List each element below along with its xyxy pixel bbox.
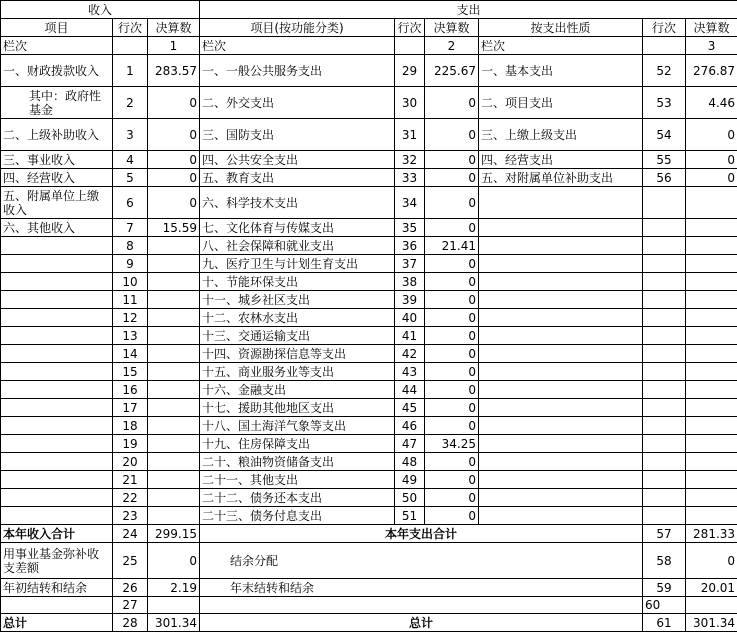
col-header-line-no: 行次: [113, 19, 148, 37]
function-amount: 0: [425, 507, 479, 525]
income-amount: 283.57: [148, 55, 200, 87]
income-line-no: 18: [113, 417, 148, 435]
income-line-no: 9: [113, 255, 148, 273]
end-no: 59: [643, 579, 686, 597]
col-header-amount: 决算数: [148, 19, 200, 37]
function-item-label: 六、科学技术支出: [200, 187, 395, 219]
function-line-no: 50: [395, 489, 425, 507]
income-item-label: [1, 363, 113, 381]
function-line-no: 38: [395, 273, 425, 291]
income-line-no: 12: [113, 309, 148, 327]
nature-amount: [686, 507, 737, 525]
function-amount: 225.67: [425, 55, 479, 87]
nature-item-label: [479, 187, 643, 219]
income-line-no: 23: [113, 507, 148, 525]
col-header-line-no: 行次: [395, 19, 425, 37]
table-row: [1, 381, 737, 399]
function-line-no: 33: [395, 169, 425, 187]
income-item-label: [1, 471, 113, 489]
function-item-label: 十九、住房保障支出: [200, 435, 395, 453]
col-index-3: 3: [686, 37, 737, 55]
function-line-no: 29: [395, 55, 425, 87]
begin-no: 26: [113, 579, 148, 597]
income-total-amount: 299.15: [148, 525, 200, 543]
function-amount: 0: [425, 219, 479, 237]
income-line-no: 3: [113, 119, 148, 151]
function-amount: 0: [425, 119, 479, 151]
income-amount: [148, 453, 200, 471]
income-item-label: [1, 489, 113, 507]
income-amount: [148, 309, 200, 327]
nature-item-label: [479, 453, 643, 471]
lanci-label: 栏次: [479, 37, 643, 55]
function-amount: 0: [425, 309, 479, 327]
table-row: [1, 435, 737, 453]
begin-amount: 2.19: [148, 579, 200, 597]
nature-line-no: 53: [643, 87, 686, 119]
function-amount: 0: [425, 273, 479, 291]
function-line-no: 42: [395, 345, 425, 363]
function-item-label: 二十、粮油物资储备支出: [200, 453, 395, 471]
income-item-label: [1, 345, 113, 363]
nature-line-no: [643, 453, 686, 471]
income-line-no: 19: [113, 435, 148, 453]
income-amount: [148, 417, 200, 435]
income-line-no: 22: [113, 489, 148, 507]
income-amount: 0: [148, 151, 200, 169]
income-item-label: [1, 327, 113, 345]
nature-item-label: 一、基本支出: [479, 55, 643, 87]
nature-line-no: [643, 363, 686, 381]
income-line-no: 11: [113, 291, 148, 309]
nature-item-label: [479, 255, 643, 273]
income-line-no: 17: [113, 399, 148, 417]
income-item-label: 二、上级补助收入: [1, 119, 113, 151]
nature-item-label: 五、对附属单位补助支出: [479, 169, 643, 187]
function-amount: 0: [425, 87, 479, 119]
income-line-no: 15: [113, 363, 148, 381]
blank-line-no-left: 27: [113, 597, 148, 614]
income-item-label: [1, 435, 113, 453]
income-item-label: [1, 291, 113, 309]
nature-item-label: 三、上缴上级支出: [479, 119, 643, 151]
income-item-label: [1, 399, 113, 417]
nature-item-label: [479, 327, 643, 345]
nature-line-no: [643, 219, 686, 237]
function-line-no: 49: [395, 471, 425, 489]
nature-line-no: [643, 507, 686, 525]
income-item-label: [1, 507, 113, 525]
table-row: [1, 363, 737, 381]
col-header-item: 项目: [1, 19, 113, 37]
blank-line-no-right: 60: [643, 597, 686, 614]
function-amount: 0: [425, 345, 479, 363]
function-line-no: 30: [395, 87, 425, 119]
income-line-no: 10: [113, 273, 148, 291]
nature-amount: [686, 291, 737, 309]
nature-line-no: [643, 417, 686, 435]
blank-cell: [643, 37, 686, 55]
income-line-no: 21: [113, 471, 148, 489]
nature-item-label: [479, 291, 643, 309]
nature-item-label: [479, 219, 643, 237]
nature-item-label: [479, 417, 643, 435]
nature-item-label: [479, 309, 643, 327]
income-amount: [148, 291, 200, 309]
nature-line-no: [643, 345, 686, 363]
income-amount: 0: [148, 169, 200, 187]
income-total-label: 本年收入合计: [1, 525, 113, 543]
col-header-item-by-function: 项目(按功能分类): [200, 19, 395, 37]
blank-cell: [686, 597, 737, 614]
col-header-amount: 决算数: [425, 19, 479, 37]
nature-amount: [686, 327, 737, 345]
income-line-no: 2: [113, 87, 148, 119]
nature-item-label: 二、项目支出: [479, 87, 643, 119]
income-total-no: 24: [113, 525, 148, 543]
income-header: 收入: [1, 1, 200, 19]
income-line-no: 6: [113, 187, 148, 219]
nature-amount: 276.87: [686, 55, 737, 87]
income-item-label: 四、经营收入: [1, 169, 113, 187]
table-row: [1, 291, 737, 309]
col-header-line-no: 行次: [643, 19, 686, 37]
grand-total-amount-left: 301.34: [148, 614, 200, 632]
grand-total-label-left: 总计: [1, 614, 113, 632]
income-item-label: [1, 273, 113, 291]
col-index-1: 1: [148, 37, 200, 55]
function-item-label: 十六、金融支出: [200, 381, 395, 399]
fund-label: 用事业基金弥补收支差额: [1, 543, 113, 579]
table-row: [1, 399, 737, 417]
nature-amount: [686, 187, 737, 219]
income-item-label: 三、事业收入: [1, 151, 113, 169]
nature-line-no: 56: [643, 169, 686, 187]
income-amount: [148, 399, 200, 417]
nature-item-label: [479, 273, 643, 291]
nature-line-no: [643, 309, 686, 327]
income-amount: [148, 327, 200, 345]
income-line-no: 8: [113, 237, 148, 255]
function-item-label: 十八、国土海洋气象等支出: [200, 417, 395, 435]
grand-total-no-left: 28: [113, 614, 148, 632]
income-line-no: 4: [113, 151, 148, 169]
nature-line-no: [643, 381, 686, 399]
function-item-label: 七、文化体育与传媒支出: [200, 219, 395, 237]
blank-cell: [148, 597, 200, 614]
nature-amount: [686, 381, 737, 399]
blank-cell: [1, 597, 113, 614]
function-amount: 0: [425, 381, 479, 399]
table-row: [1, 453, 737, 471]
income-item-label: 一、财政拨款收入: [1, 55, 113, 87]
income-amount: 0: [148, 187, 200, 219]
nature-line-no: 55: [643, 151, 686, 169]
nature-amount: [686, 345, 737, 363]
function-item-label: 二、外交支出: [200, 87, 395, 119]
function-item-label: 十五、商业服务业等支出: [200, 363, 395, 381]
table-row: [1, 309, 737, 327]
blank-cell: [395, 37, 425, 55]
lanci-label: 栏次: [200, 37, 395, 55]
function-line-no: 36: [395, 237, 425, 255]
income-item-label: [1, 237, 113, 255]
nature-item-label: [479, 237, 643, 255]
function-amount: 0: [425, 489, 479, 507]
surplus-no: 58: [643, 543, 686, 579]
income-line-no: 7: [113, 219, 148, 237]
nature-line-no: [643, 255, 686, 273]
col-index-2: 2: [425, 37, 479, 55]
table-row: [1, 489, 737, 507]
income-amount: [148, 255, 200, 273]
function-item-label: 二十一、其他支出: [200, 471, 395, 489]
income-amount: 0: [148, 119, 200, 151]
income-line-no: 20: [113, 453, 148, 471]
function-amount: 21.41: [425, 237, 479, 255]
fund-amount: 0: [148, 543, 200, 579]
function-line-no: 37: [395, 255, 425, 273]
nature-amount: [686, 273, 737, 291]
expense-total-no: 57: [643, 525, 686, 543]
function-line-no: 31: [395, 119, 425, 151]
nature-amount: [686, 435, 737, 453]
function-item-label: 四、公共安全支出: [200, 151, 395, 169]
income-item-label: [1, 255, 113, 273]
expense-total-amount: 281.33: [686, 525, 737, 543]
nature-amount: [686, 309, 737, 327]
income-amount: [148, 489, 200, 507]
table-row: [1, 273, 737, 291]
surplus-amount: 0: [686, 543, 737, 579]
function-amount: 0: [425, 453, 479, 471]
nature-item-label: [479, 435, 643, 453]
income-amount: 0: [148, 87, 200, 119]
nature-amount: 0: [686, 169, 737, 187]
function-amount: 0: [425, 151, 479, 169]
end-label: 年末结转和结余: [200, 579, 643, 597]
fund-no: 25: [113, 543, 148, 579]
table-row: [1, 255, 737, 273]
nature-item-label: [479, 471, 643, 489]
function-item-label: 五、教育支出: [200, 169, 395, 187]
income-line-no: 14: [113, 345, 148, 363]
nature-amount: [686, 237, 737, 255]
income-line-no: 1: [113, 55, 148, 87]
table-row: [1, 119, 737, 151]
end-amount: 20.01: [686, 579, 737, 597]
function-amount: 0: [425, 255, 479, 273]
nature-line-no: [643, 489, 686, 507]
function-amount: 0: [425, 327, 479, 345]
income-amount: [148, 435, 200, 453]
table-row: [1, 55, 737, 87]
nature-amount: 0: [686, 151, 737, 169]
function-amount: 0: [425, 471, 479, 489]
income-amount: [148, 273, 200, 291]
blank-cell: [113, 37, 148, 55]
nature-amount: [686, 363, 737, 381]
function-line-no: 40: [395, 309, 425, 327]
nature-item-label: [479, 363, 643, 381]
nature-line-no: 54: [643, 119, 686, 151]
grand-total-no-right: 61: [643, 614, 686, 632]
income-amount: [148, 381, 200, 399]
function-amount: 0: [425, 187, 479, 219]
income-amount: 15.59: [148, 219, 200, 237]
table-row: [1, 345, 737, 363]
nature-line-no: 52: [643, 55, 686, 87]
nature-amount: [686, 489, 737, 507]
nature-amount: [686, 471, 737, 489]
function-amount: 0: [425, 363, 479, 381]
nature-item-label: [479, 507, 643, 525]
nature-item-label: [479, 381, 643, 399]
nature-item-label: [479, 345, 643, 363]
nature-line-no: [643, 291, 686, 309]
function-amount: 0: [425, 399, 479, 417]
function-amount: 0: [425, 291, 479, 309]
function-item-label: 二十三、债务付息支出: [200, 507, 395, 525]
function-line-no: 48: [395, 453, 425, 471]
table-row: [1, 151, 737, 169]
blank-cell: [200, 597, 643, 614]
function-line-no: 51: [395, 507, 425, 525]
income-item-label: 五、附属单位上缴收入: [1, 187, 113, 219]
income-amount: [148, 471, 200, 489]
income-item-label: [1, 309, 113, 327]
income-amount: [148, 363, 200, 381]
lanci-label: 栏次: [1, 37, 113, 55]
function-item-label: 三、国防支出: [200, 119, 395, 151]
nature-amount: [686, 417, 737, 435]
income-amount: [148, 237, 200, 255]
income-amount: [148, 507, 200, 525]
table-row: [1, 327, 737, 345]
nature-amount: [686, 399, 737, 417]
table-row: [1, 237, 737, 255]
nature-item-label: [479, 399, 643, 417]
expense-header: 支出: [200, 1, 737, 19]
function-line-no: 34: [395, 187, 425, 219]
function-line-no: 47: [395, 435, 425, 453]
function-item-label: 十二、农林水支出: [200, 309, 395, 327]
function-line-no: 45: [395, 399, 425, 417]
income-amount: [148, 345, 200, 363]
income-line-no: 5: [113, 169, 148, 187]
function-item-label: 二十二、债务还本支出: [200, 489, 395, 507]
table-row: [1, 169, 737, 187]
function-amount: 0: [425, 169, 479, 187]
function-item-label: 一、一般公共服务支出: [200, 55, 395, 87]
grand-total-amount-right: 301.34: [686, 614, 737, 632]
table-row: [1, 219, 737, 237]
income-item-label: [1, 417, 113, 435]
begin-label: 年初结转和结余: [1, 579, 113, 597]
function-line-no: 39: [395, 291, 425, 309]
income-item-label: [1, 381, 113, 399]
function-line-no: 32: [395, 151, 425, 169]
nature-line-no: [643, 273, 686, 291]
col-header-by-nature: 按支出性质: [479, 19, 643, 37]
nature-line-no: [643, 237, 686, 255]
nature-line-no: [643, 327, 686, 345]
nature-amount: [686, 453, 737, 471]
income-item-label: 六、其他收入: [1, 219, 113, 237]
function-amount: 0: [425, 417, 479, 435]
nature-line-no: [643, 399, 686, 417]
function-item-label: 十一、城乡社区支出: [200, 291, 395, 309]
function-line-no: 35: [395, 219, 425, 237]
income-line-no: 16: [113, 381, 148, 399]
function-line-no: 43: [395, 363, 425, 381]
function-item-label: 八、社会保障和就业支出: [200, 237, 395, 255]
nature-amount: 4.46: [686, 87, 737, 119]
table-row: [1, 471, 737, 489]
table-row: [1, 417, 737, 435]
table-row: [1, 187, 737, 219]
function-line-no: 41: [395, 327, 425, 345]
expense-total-label: 本年支出合计: [200, 525, 643, 543]
table-row: [1, 507, 737, 525]
function-line-no: 44: [395, 381, 425, 399]
nature-amount: [686, 255, 737, 273]
nature-line-no: [643, 471, 686, 489]
function-amount: 34.25: [425, 435, 479, 453]
nature-line-no: [643, 435, 686, 453]
function-item-label: 十、节能环保支出: [200, 273, 395, 291]
grand-total-label-right: 总计: [200, 614, 643, 632]
nature-line-no: [643, 187, 686, 219]
function-item-label: 十七、援助其他地区支出: [200, 399, 395, 417]
function-line-no: 46: [395, 417, 425, 435]
table-row: [1, 87, 737, 119]
income-item-label: 其中：政府性基金: [1, 87, 113, 119]
function-item-label: 九、医疗卫生与计划生育支出: [200, 255, 395, 273]
nature-amount: [686, 219, 737, 237]
surplus-label: 结余分配: [200, 543, 643, 579]
income-item-label: [1, 453, 113, 471]
col-header-amount: 决算数: [686, 19, 737, 37]
nature-item-label: 四、经营支出: [479, 151, 643, 169]
nature-amount: 0: [686, 119, 737, 151]
income-line-no: 13: [113, 327, 148, 345]
function-item-label: 十三、交通运输支出: [200, 327, 395, 345]
function-item-label: 十四、资源勘探信息等支出: [200, 345, 395, 363]
nature-item-label: [479, 489, 643, 507]
